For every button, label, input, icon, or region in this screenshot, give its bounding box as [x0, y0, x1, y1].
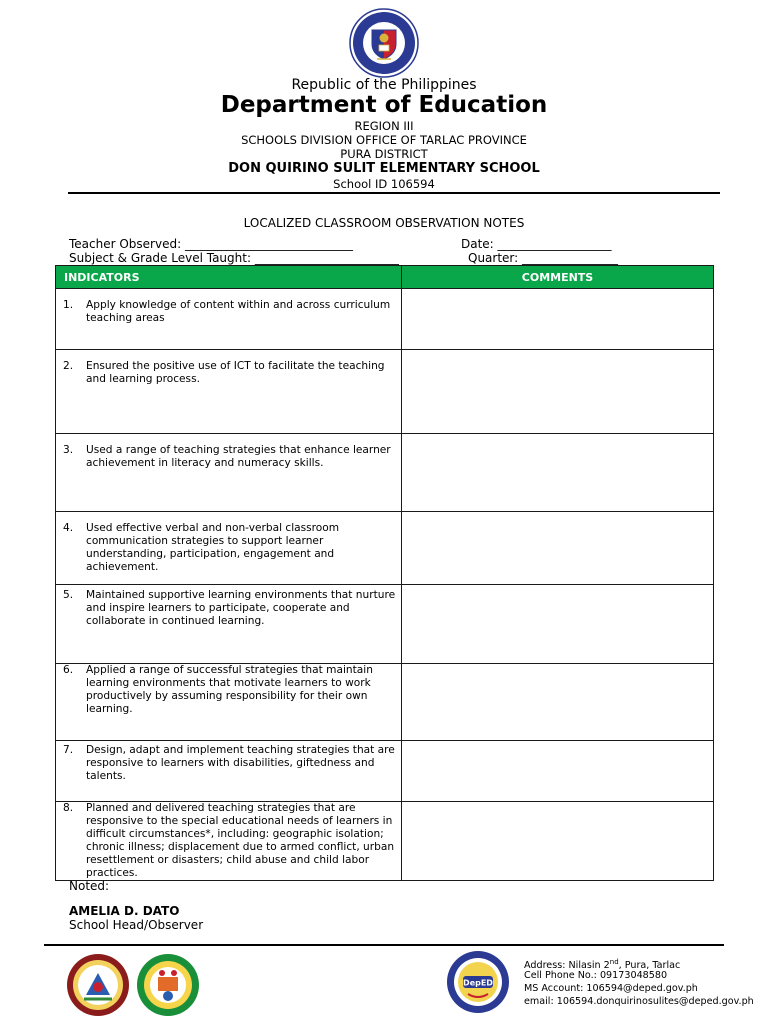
signer-role: School Head/Observer — [69, 918, 204, 932]
address-prefix: Address: Nilasin 2 — [524, 960, 610, 972]
table-row — [56, 434, 714, 512]
comment-cell[interactable] — [402, 350, 714, 434]
footer-divider — [44, 944, 724, 946]
indicator-number: 4. — [63, 522, 74, 534]
phone-line: Cell Phone No.: 09173048580 — [524, 970, 668, 981]
comment-cell[interactable] — [402, 802, 714, 881]
indicator-text: Used effective verbal and non-verbal classroom communication strategies to support learner understanding, participation, engagement and achievement. — [86, 522, 340, 573]
indicator-text: Maintained supportive learning environments that nurture and inspire learners to participate, cooperate and collaborate in continued learning. — [86, 589, 396, 627]
email-line[interactable]: email: 106594.donquirinosulites@deped.gov.ph — [524, 996, 754, 1007]
indicator-cell — [56, 585, 402, 664]
district-seal-logo — [136, 953, 200, 1017]
indicator-number: 7. — [63, 744, 74, 756]
table-row — [56, 802, 714, 881]
indicator-cell — [56, 350, 402, 434]
comment-cell[interactable] — [402, 585, 714, 664]
indicator-cell — [56, 741, 402, 802]
indicator-text: Design, adapt and implement teaching strategies that are responsive to learners with disabilities, giftedness and talents. — [86, 744, 395, 782]
comment-cell[interactable] — [402, 664, 714, 741]
indicator-cell — [56, 664, 402, 741]
indicators-header: INDICATORS — [56, 266, 402, 289]
table-row — [56, 289, 714, 350]
table-row — [56, 741, 714, 802]
indicator-cell — [56, 512, 402, 585]
date-field[interactable]: Date: ___________________ — [461, 237, 612, 251]
header-divider — [68, 192, 720, 194]
signer-name: AMELIA D. DATO — [69, 904, 180, 918]
ms-account-line: MS Account: 106594@deped.gov.ph — [524, 983, 698, 994]
table-row — [56, 585, 714, 664]
district-line: PURA DISTRICT — [340, 147, 428, 161]
indicator-number: 1. — [63, 299, 74, 311]
comment-cell[interactable] — [402, 741, 714, 802]
republic-heading: Republic of the Philippines — [291, 77, 477, 93]
region-line: REGION III — [354, 119, 414, 133]
school-logo-text: DepED — [463, 978, 493, 988]
indicator-cell — [56, 289, 402, 350]
indicator-cell — [56, 802, 402, 881]
school-seal-logo — [446, 950, 510, 1014]
division-seal-logo — [66, 953, 130, 1017]
indicator-number: 8. — [63, 802, 74, 814]
comment-cell[interactable] — [402, 289, 714, 350]
indicator-cell — [56, 434, 402, 512]
address-superscript: nd — [609, 958, 619, 966]
indicator-number: 6. — [63, 664, 74, 676]
noted-label: Noted: — [69, 879, 110, 893]
division-line: SCHOOLS DIVISION OFFICE OF TARLAC PROVINCE — [241, 133, 527, 147]
indicator-text: Planned and delivered teaching strategies that are responsive to the special educational needs of learners in difficult circumstances*, including: geographic isolation; chronic illness; displacement due to armed conflict, urban resettlement or disasters; child abuse and child labor practices. — [86, 802, 395, 879]
table-row — [56, 350, 714, 434]
indicator-text: Apply knowledge of content within and across curriculum teaching areas — [86, 299, 391, 324]
subject-grade-field[interactable]: Subject & Grade Level Taught: ________________________ — [69, 251, 399, 265]
table-row — [56, 664, 714, 741]
form-title: LOCALIZED CLASSROOM OBSERVATION NOTES — [243, 216, 525, 230]
comments-header: COMMENTS — [402, 266, 714, 289]
indicator-text: Used a range of teaching strategies that enhance learner achievement in literacy and numeracy skills. — [86, 444, 391, 469]
deped-seal-logo — [349, 8, 419, 78]
indicator-text: Applied a range of successful strategies that maintain learning environments that motivate learners to work productively by assuming responsibility for their own learning. — [86, 664, 373, 715]
school-id: School ID 106594 — [333, 177, 435, 191]
quarter-field[interactable]: Quarter: ________________ — [468, 251, 619, 265]
teacher-observed-field[interactable]: Teacher Observed: ____________________________ — [69, 237, 353, 251]
indicator-number: 5. — [63, 589, 74, 601]
indicator-number: 3. — [63, 444, 74, 456]
indicator-number: 2. — [63, 360, 74, 372]
school-name: DON QUIRINO SULIT ELEMENTARY SCHOOL — [228, 161, 540, 176]
address-suffix: , Pura, Tarlac — [618, 960, 681, 972]
table-header-row — [56, 266, 714, 289]
comment-cell[interactable] — [402, 512, 714, 585]
comment-cell[interactable] — [402, 434, 714, 512]
department-heading: Department of Education — [220, 92, 548, 118]
indicator-text: Ensured the positive use of ICT to facilitate the teaching and learning process. — [86, 360, 385, 385]
table-row — [56, 512, 714, 585]
observation-table — [55, 265, 714, 881]
